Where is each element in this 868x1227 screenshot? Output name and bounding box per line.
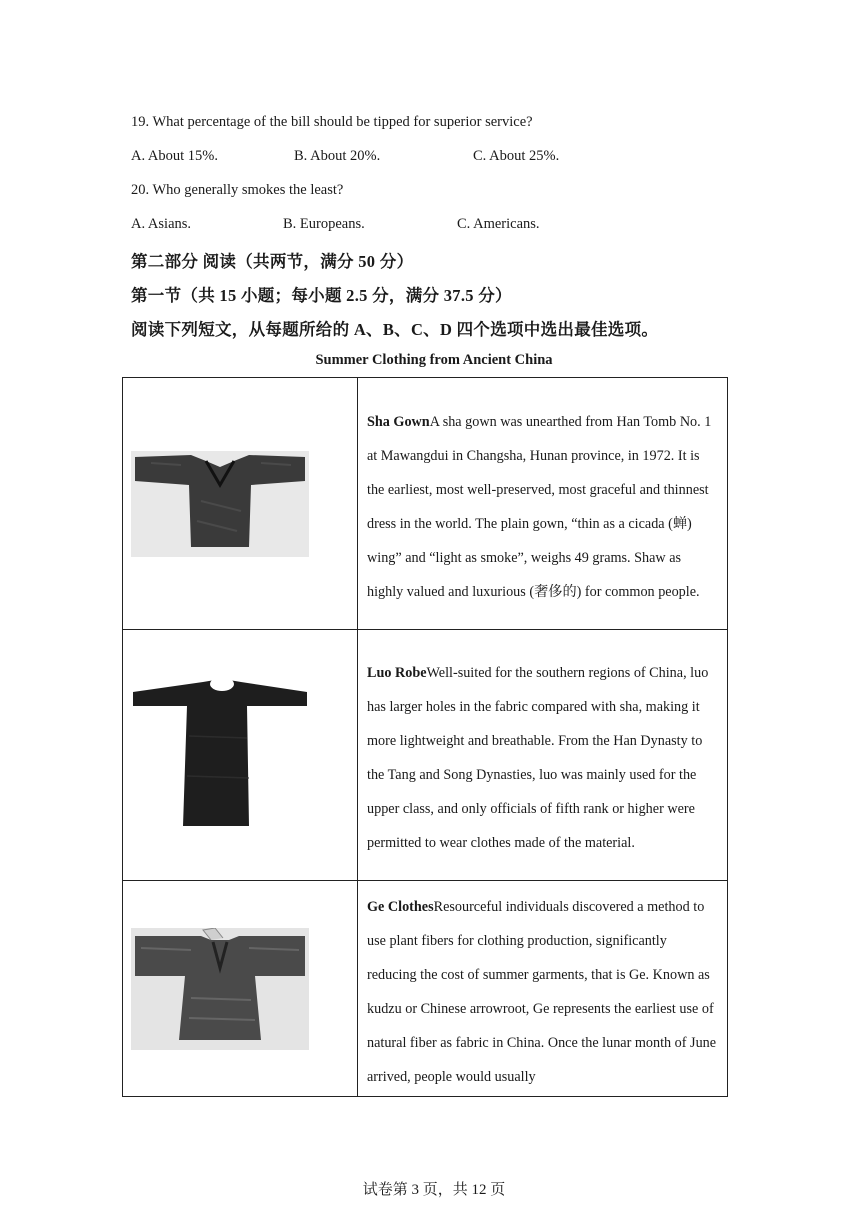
option-c: C. Americans.: [457, 216, 540, 232]
ge-clothes-image: [131, 928, 309, 1050]
image-cell: [123, 378, 358, 630]
item-name: Ge Clothes: [367, 898, 434, 915]
item-text: Resourceful individuals discovered a method to use plant fibers for clothing production, significantly reducing the cost of summer garments, that is Ge. Known as kudzu or Chinese arrowroot, Ge represents the earliest use of natural fiber as fabric in China. Once the lunar month of June arrived, people would usually: [367, 898, 717, 1085]
sha-gown-image: [131, 451, 309, 557]
table-row: [123, 881, 728, 1097]
option-a: A. About 15%.: [131, 148, 218, 164]
description-cell: [358, 630, 728, 881]
description-cell: [358, 378, 728, 630]
option-b: B. Europeans.: [283, 216, 365, 232]
item-text: A sha gown was unearthed from Han Tomb No. 1 at Mawangdui in Changsha, Hunan province, in 1972. It is the earliest, most well-preserved, most graceful and thinnest dress in the world. The plain gown, “thin as a cicada (蝉) wing” and “light as smoke”, weighs 49 grams. Shaw as highly valued and luxurious (奢侈的) for common people.: [367, 413, 712, 600]
question-text: 20. Who generally smokes the least?: [131, 182, 344, 198]
question-text: 19. What percentage of the bill should be tipped for superior service?: [131, 114, 533, 130]
section-heading: 第一节（共 15 小题；每小题 2.5 分，满分 37.5 分）: [131, 286, 512, 305]
item-name: Sha Gown: [367, 413, 430, 430]
option-b: B. About 20%.: [294, 148, 381, 164]
description-cell: [358, 881, 728, 1097]
clothing-table: [122, 377, 728, 1097]
image-cell: [123, 881, 358, 1097]
item-text: Well-suited for the southern regions of China, luo has larger holes in the fabric compared with sha, making it more lightweight and breathable. From the Han Dynasty to the Tang and Song Dynasties, luo was mainly used for the upper class, and only officials of fifth rank or higher were permitted to wear clothes made of the material.: [367, 665, 709, 851]
page-footer: 试卷第 3 页，共 12 页: [362, 1182, 506, 1198]
option-c: C. About 25%.: [473, 148, 560, 164]
article-title: Summer Clothing from Ancient China: [315, 352, 553, 368]
table-row: [123, 630, 728, 881]
instruction: 阅读下列短文，从每题所给的 A、B、C、D 四个选项中选出最佳选项。: [131, 320, 659, 339]
item-name: Luo Robe: [367, 665, 427, 681]
luo-robe-image: [131, 676, 309, 834]
table-row: [123, 378, 728, 630]
image-cell: [123, 630, 358, 881]
part-heading: 第二部分 阅读（共两节，满分 50 分）: [131, 252, 414, 271]
option-a: A. Asians.: [131, 216, 192, 232]
